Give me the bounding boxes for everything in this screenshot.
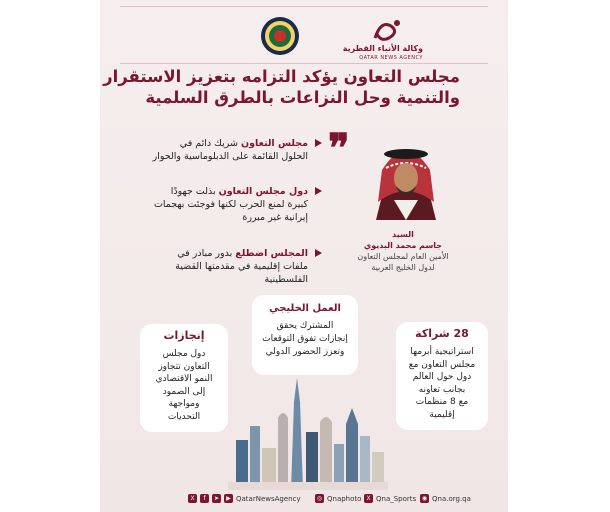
facebook-icon: f bbox=[200, 494, 209, 503]
x-icon: X bbox=[188, 494, 197, 503]
footer-photo[interactable] bbox=[315, 494, 361, 503]
infographic-card bbox=[100, 0, 508, 512]
instagram-icon: ◎ bbox=[316, 495, 323, 502]
partnerships-line: مع 8 منظمات bbox=[415, 397, 469, 407]
city-skyline-illustration bbox=[228, 378, 388, 490]
bullet-highlight: مجلس التعاون bbox=[241, 138, 308, 149]
bullet-highlight: دول مجلس التعاون bbox=[218, 186, 308, 197]
achievements-line: التحديات bbox=[167, 411, 201, 422]
achievements-body bbox=[140, 348, 228, 423]
footer-photo-handle: Qnaphoto bbox=[327, 494, 362, 503]
achievements-box bbox=[140, 324, 228, 432]
agency-name-ar: وكالة الأنباء القطرية bbox=[342, 44, 423, 53]
partnerships-line: مجلس التعاون مع bbox=[408, 359, 476, 370]
telegram-icon: ➤ bbox=[213, 495, 220, 502]
qna-logo bbox=[315, 16, 423, 62]
achievements-line: النمو الاقتصادي bbox=[155, 374, 213, 384]
title-line-2: والتنمية وحل النزاعات بالطرق السلمية bbox=[145, 88, 460, 107]
quote-icon: ❞ bbox=[328, 125, 350, 172]
center-box-body bbox=[252, 320, 358, 359]
partnerships-title: 28 شراكة bbox=[415, 327, 469, 340]
center-box-line: إنجازات تفوق التوقعات bbox=[262, 334, 348, 344]
bullet-arrow-icon bbox=[315, 249, 322, 257]
achievements-line: إلى الصمود bbox=[162, 386, 206, 397]
center-box-title: العمل الخليجي bbox=[269, 303, 341, 314]
person-caption bbox=[348, 229, 458, 273]
agency-name-en: QATAR NEWS AGENCY bbox=[359, 55, 423, 61]
footer-social[interactable] bbox=[188, 494, 301, 503]
bullet-arrow-icon bbox=[315, 187, 322, 195]
title-line-1: مجلس التعاون يؤكد التزامه بتعزيز الاستقرار bbox=[103, 67, 460, 86]
footer-sports-handle: Qna_Sports bbox=[376, 494, 417, 503]
achievements-line: ومواجهة bbox=[168, 399, 200, 409]
bullet-text: بدور مبادر في ملفات إقليمية في مقدمتها القضية الفلسطينية bbox=[175, 248, 308, 285]
portrait-photo bbox=[368, 140, 444, 220]
partnerships-line: استراتيجية أبرمها bbox=[410, 347, 474, 357]
person-role-line-2: لدول الخليج العربية bbox=[371, 263, 435, 272]
partnerships-line: إقليمية bbox=[429, 409, 455, 420]
center-box-line: المشترك يحقق bbox=[276, 321, 334, 331]
person-role-line-1: الأمين العام لمجلس التعاون bbox=[357, 252, 449, 261]
title-rule bbox=[120, 63, 488, 64]
bullet-item bbox=[152, 137, 322, 176]
footer-bar bbox=[100, 490, 508, 512]
bullet-item bbox=[152, 185, 322, 238]
center-info-box bbox=[252, 295, 358, 375]
page-title bbox=[103, 66, 460, 108]
footer-website-link: Qna.org.qa bbox=[432, 494, 471, 503]
x-icon: X bbox=[364, 494, 373, 503]
bullet-list bbox=[152, 137, 322, 286]
top-rule bbox=[120, 6, 488, 7]
partnerships-box bbox=[396, 322, 488, 430]
footer-sports[interactable] bbox=[364, 494, 416, 503]
bullet-arrow-icon bbox=[315, 139, 322, 147]
globe-icon: ◉ bbox=[421, 495, 428, 502]
center-box-line: وتعزز الحضور الدولي bbox=[265, 347, 345, 357]
bullet-text: بذلت جهودًا كبيرة لمنع الحرب لكنها فوجئت بهجمات إيرانية غير مبررة bbox=[153, 186, 308, 223]
partnerships-line: دول حول العالم bbox=[412, 372, 472, 382]
bullet-text: شريك دائم في الحلول القائمة على الدبلوماسية والحوار bbox=[152, 138, 308, 162]
bullet-item bbox=[152, 247, 322, 285]
footer-social-handle: QatarNewsAgency bbox=[236, 494, 301, 503]
qna-mark-icon bbox=[371, 18, 405, 42]
gcc-logo-icon bbox=[260, 16, 300, 56]
achievements-line: دول مجلس bbox=[162, 349, 206, 359]
achievements-line: التعاون تتجاوز bbox=[158, 361, 210, 372]
youtube-icon: ▶ bbox=[224, 494, 233, 503]
person-title: السيد bbox=[392, 230, 414, 239]
partnerships-body bbox=[396, 346, 488, 421]
bullet-highlight: المجلس اضطلع bbox=[235, 248, 308, 259]
person-name: جاسم محمد البديوي bbox=[363, 241, 443, 250]
footer-website[interactable] bbox=[420, 494, 471, 503]
partnerships-line: بجانب تعاونه bbox=[418, 384, 466, 395]
achievements-title: إنجازات bbox=[163, 329, 205, 342]
